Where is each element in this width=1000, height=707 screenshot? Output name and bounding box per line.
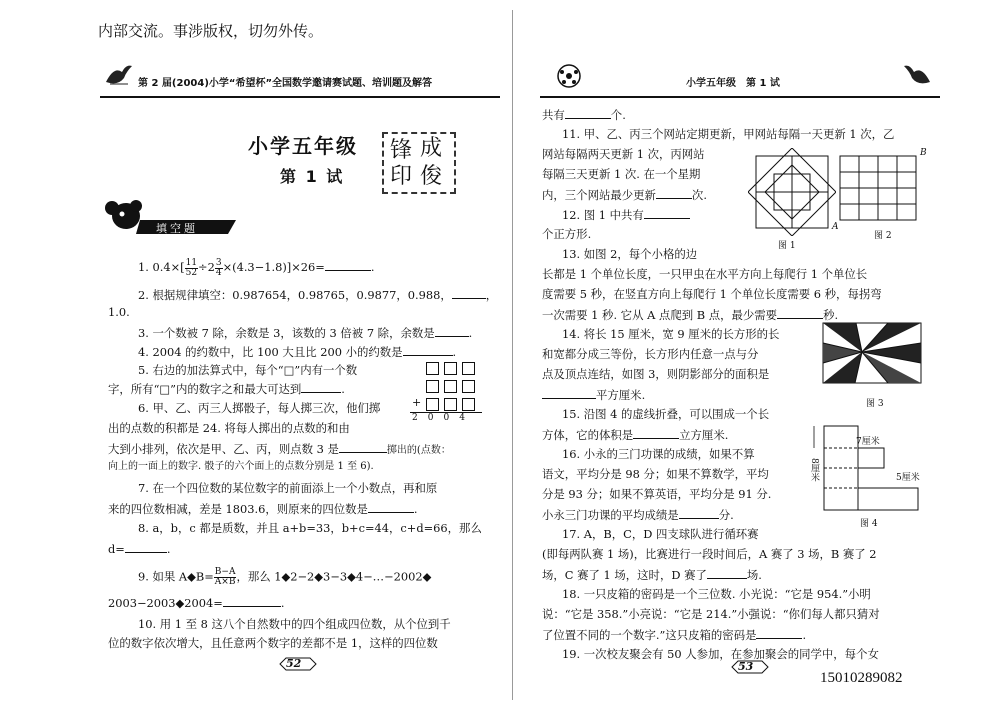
figure-2-point-a: A <box>832 222 839 232</box>
bird-icon <box>104 62 134 90</box>
question-17-cont1: (即每两队赛 1 场)，比赛进行一段时间后，A 赛了 3 场，B 赛了 2 <box>542 547 877 561</box>
question-15: 15. 沿图 4 的虚线折叠，可以围成一个长 <box>562 407 770 421</box>
figure-4-dim-7: 7厘米 <box>856 437 880 447</box>
digit-box <box>462 398 475 411</box>
question-7: 7. 在一个四位数的某位数字的前面添上一个小数点，再和原 <box>138 481 438 495</box>
digit-box <box>462 380 475 393</box>
question-10: 10. 用 1 至 8 这八个自然数中的四个组成四位数，从个位到千 <box>138 617 451 631</box>
section-badge <box>100 200 240 240</box>
question-6-cont1: 出的点数的积都是 24. 将每人掷出的点数的和由 <box>108 421 350 435</box>
question-13-cont1: 长都是 1 个单位长度，一只甲虫在水平方向上每爬行 1 个单位长 <box>542 267 868 281</box>
figure-2-diagram <box>838 150 920 222</box>
left-page-header <box>100 60 500 98</box>
digit-box <box>426 380 439 393</box>
question-16-cont2: 分是 93 分；如果不算英语，平均分是 91 分. <box>542 487 772 501</box>
question-18-cont1: 说：“它是 358.”小亮说：“它是 214.”小强说：“你们每人都只猜对 <box>542 607 880 621</box>
question-2-cont: 1.0. <box>108 305 130 319</box>
digit-box <box>444 398 457 411</box>
question-16: 16. 小永的三门功课的成绩，如果不算 <box>562 447 755 461</box>
question-13-cont2: 度需要 5 秒，在竖直方向上每爬行 1 个单位长度需要 6 秒，每拐弯 <box>542 287 882 301</box>
round-title: 第 1 试 <box>280 167 345 186</box>
question-11-cont2: 每隔三天更新 1 次. 在一个星期 <box>542 167 701 181</box>
question-16-cont3: 小永三门功课的平均成绩是 分. <box>542 508 734 522</box>
page-number-right: 53 <box>738 660 753 673</box>
question-6-cont3: 向上的一面上的数字. 骰子的六个面上的点数分别是 1 至 6). <box>108 461 374 472</box>
figure-2-caption: 图 2 <box>874 231 892 241</box>
bird-icon <box>902 62 932 90</box>
digit-box <box>426 362 439 375</box>
figure-1-diagram <box>748 148 836 236</box>
page-number-left: 52 <box>286 657 301 670</box>
question-16-cont1: 语文，平均分是 98 分；如果不算数学，平均 <box>542 467 769 481</box>
question-14: 14. 将长 15 厘米，宽 9 厘米的长方形的长 <box>562 327 780 341</box>
question-17-cont2: 场，C 赛了 1 场，这时，D 赛了 场. <box>542 568 762 582</box>
digit-box <box>426 398 439 411</box>
question-5-cont: 字，所有“□”内的数字之和最大可达到 . <box>108 382 345 396</box>
figure-2-point-b: B <box>920 148 927 158</box>
question-13-cont3: 一次需要 1 秒. 它从 A 点爬到 B 点，最少需要 秒. <box>542 308 839 322</box>
copyright-notice: 内部交流。事涉版权，切勿外传。 <box>98 22 324 40</box>
figure-1-caption: 图 1 <box>778 241 796 251</box>
question-9: 9. 如果 A◆B= $\frac{B-A}{A\times B}$ ，那么 1◆2−2◆3−3◆4−…−2002◆ <box>138 567 432 587</box>
seal-stamp: 锋 成 印 俊 <box>382 132 456 194</box>
plus-sign: + <box>412 396 422 409</box>
digit-box <box>444 362 457 375</box>
right-page-header <box>540 60 940 98</box>
question-11-cont3: 内，三个网站最少更新 次. <box>542 188 707 202</box>
addition-puzzle <box>412 360 484 423</box>
figure-4-caption: 图 4 <box>860 519 878 529</box>
question-11: 11. 甲、乙、丙三个网站定期更新，甲网站每隔一天更新 1 次，乙 <box>562 127 895 141</box>
question-9-cont: 2003−2003◆2004= . <box>108 596 285 610</box>
question-10-end: 共有 个. <box>542 108 626 122</box>
sum-digits: 2004 <box>412 413 475 423</box>
question-18: 18. 一只皮箱的密码是一个三位数. 小光说：“它是 954.”小明 <box>562 587 871 601</box>
question-6: 6. 甲、乙、丙三人掷骰子，每人掷三次，他们掷 <box>138 401 381 415</box>
question-14-cont1: 和宽都分成三等份，长方形内任意一点与分 <box>542 347 759 361</box>
page-gutter <box>512 10 513 700</box>
digit-box <box>462 362 475 375</box>
figure-3-diagram <box>822 322 922 384</box>
ball-icon <box>554 62 584 90</box>
question-15-cont: 方体，它的体积是 立方厘米. <box>542 428 729 442</box>
question-4: 4. 2004 的约数中，比 100 大且比 200 小的约数是 . <box>138 345 457 359</box>
question-13: 13. 如图 2，每个小格的边 <box>562 247 698 261</box>
right-page <box>540 60 940 700</box>
question-6-cont2: 大到小排列，依次是甲、乙、丙，则点数 3 是 掷出的(点数： <box>108 442 451 456</box>
left-page <box>100 60 500 700</box>
question-10-cont: 位的数字依次增大，且任意两个数字的差都不是 1，这样的四位数 <box>108 636 438 650</box>
question-14-cont2: 点及顶点连结，如图 3，则阴影部分的面积是 <box>542 367 770 381</box>
question-12: 12. 图 1 中共有 <box>562 206 690 223</box>
question-8: 8. a，b，c 都是质数，并且 a+b=33，b+c=44，c+d=66，那么 <box>138 521 482 535</box>
figure-4-dim-5: 5厘米 <box>896 473 920 483</box>
question-17: 17. A，B，C，D 四支球队进行循环赛 <box>562 527 759 541</box>
question-1: 1. 0.4×[ $\frac{11}{52}$ ÷2 $\frac{3}{4}$ ×(4.3−1.8)]×26= . <box>138 257 375 278</box>
question-5: 5. 右边的加法算式中，每个“□”内有一个数 <box>138 363 358 377</box>
question-14-cont3: 平方厘米. <box>542 386 645 403</box>
question-8-cont: d= . <box>108 542 171 556</box>
question-2: 2. 根据规律填空：0.987654，0.98765，0.9877，0.988， ， <box>138 288 498 302</box>
question-7-cont: 来的四位数相减，差是 1803.6，则原来的四位数是 . <box>108 502 418 516</box>
question-3: 3. 一个数被 7 除，余数是 3，该数的 3 倍被 7 除，余数是 . <box>138 326 473 340</box>
figure-3-caption: 图 3 <box>866 399 884 409</box>
figure-4-dim-8: 8厘米 <box>809 458 819 482</box>
digit-box <box>444 380 457 393</box>
section-label: 填空题 <box>156 222 198 235</box>
left-header-title: 第 2 届(2004)小学“希望杯”全国数学邀请赛试题、培训题及解答 <box>138 78 433 89</box>
question-12-cont: 个正方形. <box>542 227 592 241</box>
grade-title: 小学五年级 <box>248 134 358 158</box>
question-18-cont2: 了位置不同的一个数字.”这只皮箱的密码是 . <box>542 628 807 642</box>
question-19: 19. 一次校友聚会有 50 人参加，在参加聚会的同学中，每个女 <box>562 647 879 661</box>
question-11-cont1: 网站每隔两天更新 1 次，丙网站 <box>542 147 705 161</box>
phone-number: 15010289082 <box>820 670 903 686</box>
right-header-title: 小学五年级 第 1 试 <box>686 78 780 89</box>
